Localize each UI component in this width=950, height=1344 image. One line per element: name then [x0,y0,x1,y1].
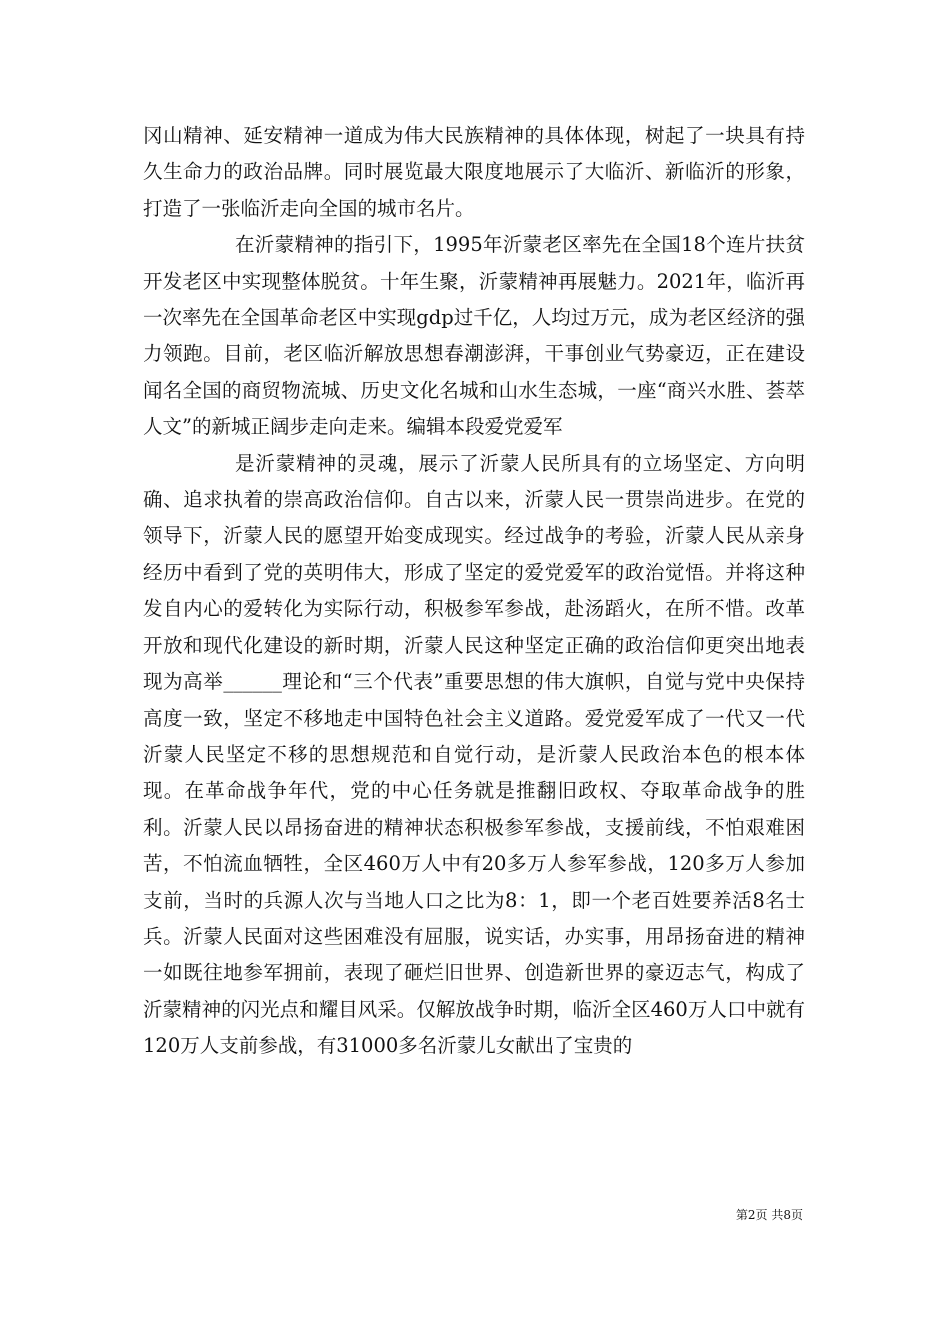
paragraph-love-party-army: 是沂蒙精神的灵魂，展示了沂蒙人民所具有的立场坚定、方向明确、追求执着的崇高政治信仰。自古以来，沂蒙人民一贯崇尚进步。在党的领导下，沂蒙人民的愿望开始变成现实。经过战争的考验，沂蒙人民从亲身经历中看到了党的英明伟大，形成了坚定的爱党爱军的政治觉悟。并将这种发自内心的爱转化为实际行动，积极参军参战，赴汤蹈火，在所不惜。改革开放和现代化建设的新时期，沂蒙人民这种坚定正确的政治信仰更突出地表现为高举______理论和“三个代表”重要思想的伟大旗帜，自觉与党中央保持高度一致，坚定不移地走中国特色社会主义道路。爱党爱军成了一代又一代沂蒙人民坚定不移的思想规范和自觉行动，是沂蒙人民政治本色的根本体现。在革命战争年代，党的中心任务就是推翻旧政权、夺取革命战争的胜利。沂蒙人民以昂扬奋进的精神状态积极参军参战，支援前线，不怕艰难困苦，不怕流血牺牲，全区460万人中有20多万人参军参战，120多万人参加支前，当时的兵源人次与当地人口之比为8：1，即一个老百姓要养活8名士兵。沂蒙人民面对这些困难没有屈服，说实话，办实事，用昂扬奋进的精神一如既往地参军拥前，表现了砸烂旧世界、创造新世界的豪迈志气，构成了沂蒙精神的闪光点和耀目风采。仅解放战争时期，临沂全区460万人口中就有120万人支前参战，有31000多名沂蒙儿女献出了宝贵的 [143,451,805,1058]
paragraph-continuation: 冈山精神、延安精神一道成为伟大民族精神的具体体现，树起了一块具有持久生命力的政治品牌。同时展览最大限度地展示了大临沂、新临沂的形象，打造了一张临沂走向全国的城市名片。 [143,124,805,220]
paragraph-poverty-alleviation: 在沂蒙精神的指引下，1995年沂蒙老区率先在全国18个连片扶贫开发老区中实现整体脱贫。十年生聚，沂蒙精神再展魅力。2021年，临沂再一次率先在全国革命老区中实现gdp过千亿，人均过万元，成为老区经济的强力领跑。目前，老区临沂解放思想春潮澎湃，干事创业气势豪迈，正在建设闻名全国的商贸物流城、历史文化名城和山水生态城，一座“商兴水胜、荟萃人文”的新城正阔步走向走来。编辑本段爱党爱军 [143,233,805,439]
page-number-footer: 第2页 共8页 [735,1208,803,1222]
body-text [143,118,805,1065]
